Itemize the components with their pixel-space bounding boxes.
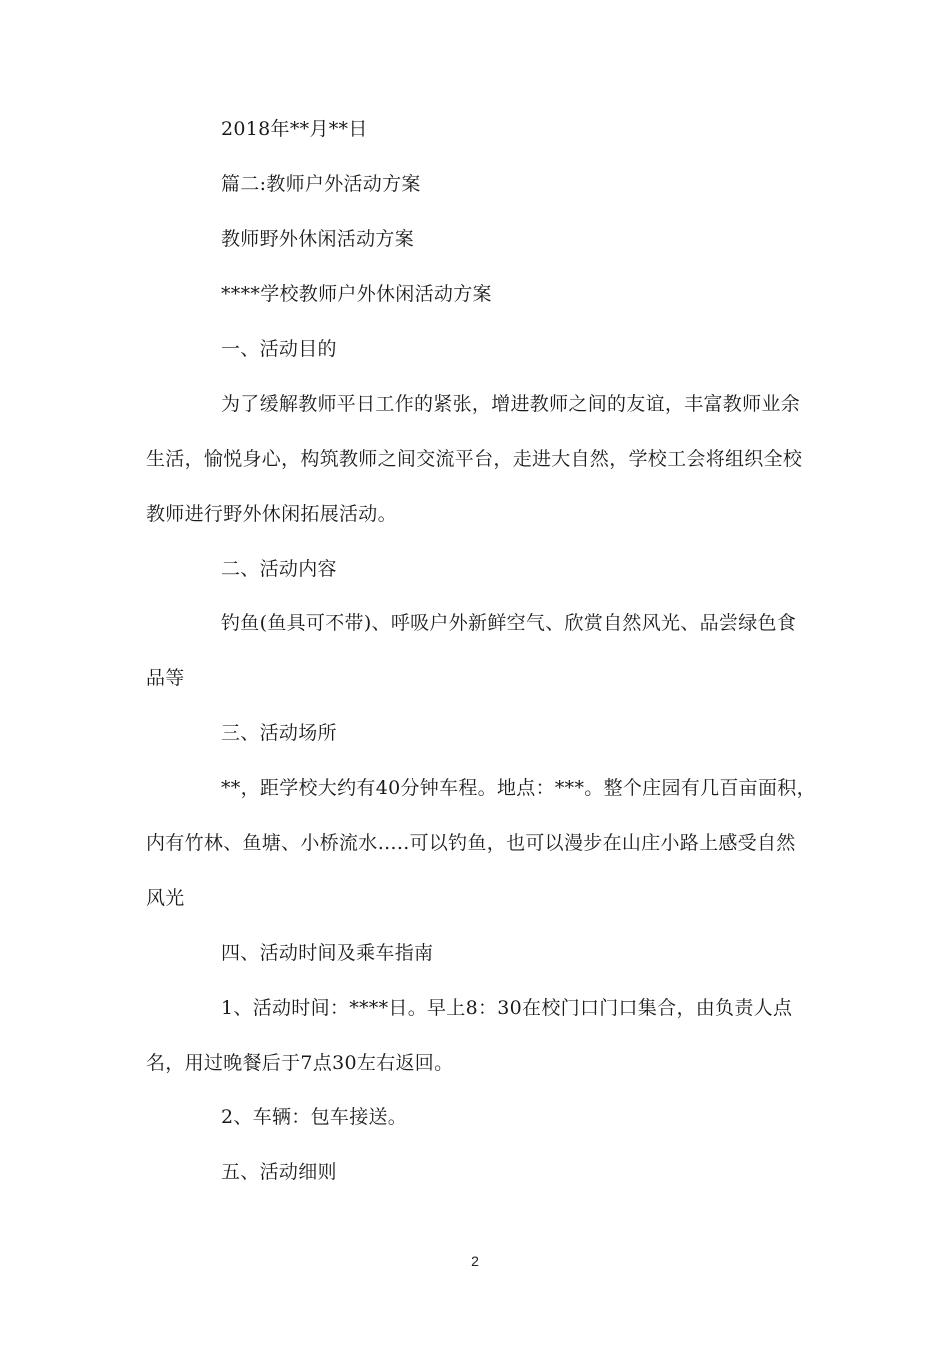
plan-title: 教师野外休闲活动方案: [221, 228, 415, 250]
paragraph-line: 2、车辆：包车接送。: [221, 1106, 408, 1128]
page-number: 2: [471, 1253, 479, 1269]
paragraph-line: 1、活动时间：****日。早上8：30在校门口门口集合，由负责人点: [221, 997, 793, 1019]
heading-rules: 五、活动细则: [221, 1161, 337, 1183]
paragraph-line: 生活，愉悦身心，构筑教师之间交流平台，走进大自然，学校工会将组织全校: [146, 448, 803, 470]
heading-schedule: 四、活动时间及乘车指南: [221, 942, 434, 964]
paragraph-line: 品等: [146, 667, 185, 689]
paragraph-line: 内有竹林、鱼塘、小桥流水…..可以钓鱼，也可以漫步在山庄小路上感受自然: [146, 832, 796, 854]
heading-purpose: 一、活动目的: [221, 338, 337, 360]
heading-content: 二、活动内容: [221, 558, 337, 580]
date-line: 2018年**月**日: [221, 118, 368, 140]
plan-subtitle: ****学校教师户外休闲活动方案: [221, 283, 492, 305]
paragraph-line: 教师进行野外休闲拓展活动。: [146, 503, 397, 525]
section-title: 篇二:教师户外活动方案: [221, 173, 421, 195]
heading-venue: 三、活动场所: [221, 722, 337, 744]
paragraph-line: 风光: [146, 887, 185, 909]
paragraph-line: **，距学校大约有40分钟车程。地点：***。整个庄园有几百亩面积，: [221, 777, 816, 799]
paragraph-line: 名，用过晚餐后于7点30左右返回。: [146, 1052, 454, 1074]
paragraph-line: 钓鱼(鱼具可不带)、呼吸户外新鲜空气、欣赏自然风光、品尝绿色食: [221, 612, 797, 634]
paragraph-line: 为了缓解教师平日工作的紧张，增进教师之间的友谊，丰富教师业余: [221, 393, 801, 415]
